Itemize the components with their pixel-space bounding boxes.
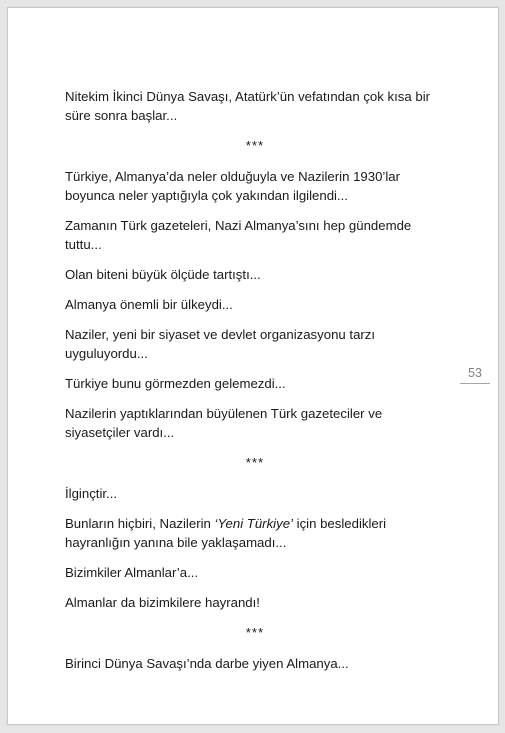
section-separator: *** xyxy=(245,138,265,153)
page-number: 53 xyxy=(460,366,490,384)
paragraph: İlginçtir... xyxy=(65,486,118,501)
paragraph: Zamanın Türk gazeteleri, Nazi Almanya’sını hep gündemde tuttu... xyxy=(65,218,412,252)
paragraph: Bizimkiler Almanlar’a... xyxy=(65,565,199,580)
paragraph-text: için besledikleri hayranlığın yanına bile yaklaşamadı... xyxy=(65,516,387,550)
paragraph: Naziler, yeni bir siyaset ve devlet organizasyonu tarzı uyguluyordu... xyxy=(65,327,376,361)
paragraph: Olan biteni büyük ölçüde tartıştı... xyxy=(65,267,261,282)
paragraph xyxy=(65,514,445,552)
paragraph: Türkiye, Almanya’da neler olduğuyla ve Nazilerin 1930’lar boyunca neler yaptığıyla çok yakından ilgilendi... xyxy=(65,169,400,203)
paragraph: Almanlar da bizimkilere hayrandı! xyxy=(65,595,260,610)
page-body xyxy=(65,87,445,684)
paragraph: Türkiye bunu görmezden gelemezdi... xyxy=(65,376,286,391)
paragraph-text: Bunların hiçbiri, Nazilerin xyxy=(65,516,215,531)
italic-quote: ‘Yeni Türkiye’ xyxy=(214,516,293,531)
section-separator: *** xyxy=(245,625,265,640)
paragraph: Birinci Dünya Savaşı’nda darbe yiyen Almanya... xyxy=(65,656,349,671)
paragraph: Almanya önemli bir ülkeydi... xyxy=(65,297,233,312)
document-page xyxy=(7,7,499,725)
paragraph: Nazilerin yaptıklarından büyülenen Türk gazeteciler ve siyasetçiler vardı... xyxy=(65,406,383,440)
paragraph: Nitekim İkinci Dünya Savaşı, Atatürk’ün vefatından çok kısa bir süre sonra başlar... xyxy=(65,89,431,123)
section-separator: *** xyxy=(245,455,265,470)
